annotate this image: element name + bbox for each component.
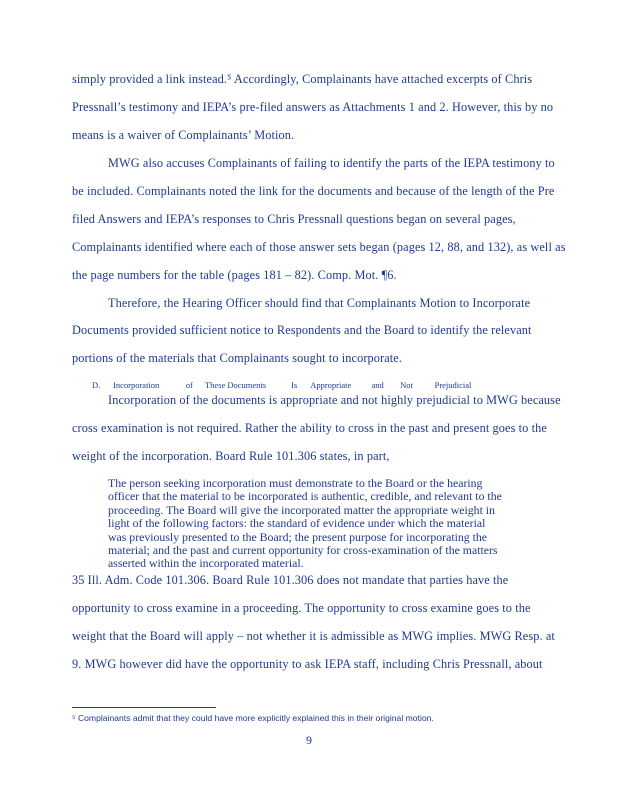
footnote: ⁵ Complainants admit that they could have more explicitly explained this in their original motion.	[72, 713, 434, 723]
quote-line: light of the following factors: the standard of evidence under which the material	[108, 516, 486, 531]
body-line: 9. MWG however did have the opportunity to ask IEPA staff, including Chris Pressnall, about	[72, 657, 543, 671]
body-line: weight of the incorporation. Board Rule 101.306 states, in part,	[72, 449, 390, 463]
heading-word: Appropriate	[310, 380, 352, 390]
block-quote	[108, 477, 568, 571]
body-line: opportunity to cross examine in a proceeding. The opportunity to cross examine goes to the	[72, 601, 531, 615]
body-line: portions of the materials that Complainants sought to incorporate.	[72, 351, 403, 365]
body-line: simply provided a link instead.⁵ Accordingly, Complainants have attached excerpts of Chris	[72, 72, 533, 86]
quote-line: material; and the past and current opportunity for cross-examination of the matters	[108, 543, 498, 558]
heading-word: Prejudicial	[434, 380, 472, 390]
quote-line: asserted within the incorporated material.	[108, 556, 304, 571]
quote-line: officer that the material to be incorporated is authentic, credible, and relevant to the	[108, 489, 502, 504]
footnote-divider	[72, 707, 216, 708]
heading-word: and	[371, 380, 384, 390]
body-line: Incorporation of the documents is appropriate and not highly prejudicial to MWG because	[108, 393, 561, 407]
heading-word: Incorporation	[113, 380, 160, 390]
body-line: weight that the Board will apply – not whether it is admissible as MWG implies. MWG Resp. at	[72, 629, 555, 643]
heading-word: These Documents	[204, 380, 267, 390]
body-line: be included. Complainants noted the link for the documents and because of the length of the Pre	[72, 184, 555, 198]
body-line: 35 Ill. Adm. Code 101.306. Board Rule 101.306 does not mandate that parties have the	[72, 573, 509, 587]
body-line: means is a waiver of Complainants’ Motion.	[72, 128, 295, 142]
page-number: 9	[306, 733, 312, 747]
heading-word: of	[185, 380, 193, 390]
body-line: Therefore, the Hearing Officer should find that Complainants Motion to Incorporate	[108, 296, 531, 310]
heading-word: Not	[400, 380, 413, 390]
body-line: filed Answers and IEPA’s responses to Chris Pressnall questions began on several pages,	[72, 212, 516, 226]
heading-letter: D.	[92, 380, 101, 390]
body-line: Documents provided sufficient notice to Respondents and the Board to identify the relevant	[72, 323, 532, 337]
body-line: the page numbers for the table (pages 181 – 82). Comp. Mot. ¶6.	[72, 268, 397, 282]
body-line: Complainants identified where each of those answer sets began (pages 12, 88, and 132), as well as	[72, 240, 566, 254]
body-line: Pressnall’s testimony and IEPA’s pre-filed answers as Attachments 1 and 2. However, this by no	[72, 100, 554, 114]
quote-line: proceeding. The Board will give the incorporated matter the appropriate weight in	[108, 502, 495, 517]
quote-line: The person seeking incorporation must demonstrate to the Board or the hearing	[108, 476, 483, 490]
heading-word: Is	[291, 380, 298, 390]
quote-line: was previously presented to the Board; the present purpose for incorporating the	[108, 529, 488, 544]
body-line: MWG also accuses Complainants of failing to identify the parts of the IEPA testimony to	[108, 156, 555, 170]
body-line: cross examination is not required. Rather the ability to cross in the past and present goes to the	[72, 421, 547, 435]
section-heading	[92, 380, 492, 390]
